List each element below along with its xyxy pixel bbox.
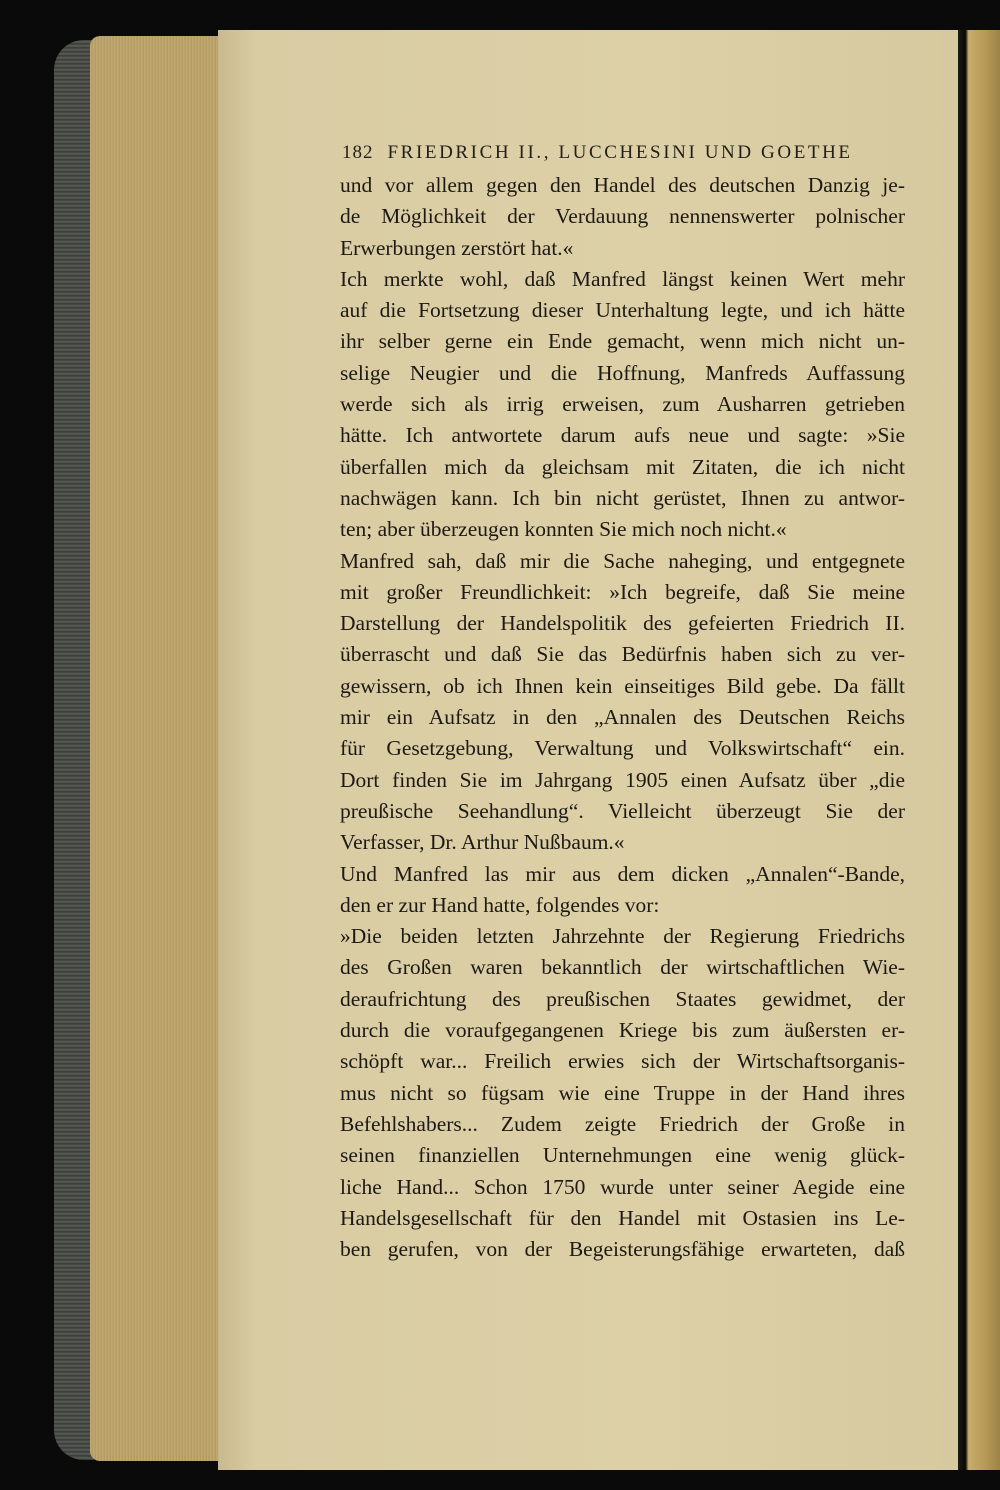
book-spine: [54, 40, 94, 1460]
text-line: Handelsgesellschaft für den Handel mit Ostasien ins Le-: [340, 1205, 905, 1230]
text-line: Und Manfred las mir aus dem dicken „Annalen“-Bande,: [340, 861, 905, 886]
body-text: [340, 170, 905, 1265]
text-line: durch die voraufgegangenen Kriege bis zum äußersten er-: [340, 1018, 905, 1043]
text-line: Befehlshabers... Zudem zeigte Friedrich der Große in: [340, 1111, 905, 1136]
text-line: Erwerbungen zerstört hat.«: [340, 235, 574, 260]
text-line: und vor allem gegen den Handel des deutschen Danzig je-: [340, 173, 905, 197]
text-line: Manfred sah, daß mir die Sache naheging, und entgegnete: [340, 548, 905, 573]
text-line: mit großer Freundlichkeit: »Ich begreife, daß Sie meine: [340, 579, 905, 604]
text-line: hätte. Ich antwortete darum aufs neue und sagte: »Sie: [340, 423, 905, 448]
text-line: ten; aber überzeugen konnten Sie mich noch nicht.«: [340, 517, 787, 542]
text-line: auf die Fortsetzung dieser Unterhaltung legte, und ich hätte: [340, 298, 905, 323]
text-line: den er zur Hand hatte, folgendes vor:: [340, 892, 660, 917]
text-line: ihr selber gerne ein Ende gemacht, wenn mich nicht un-: [340, 329, 905, 354]
text-line: schöpft war... Freilich erwies sich der Wirtschaftsorganis-: [340, 1049, 905, 1074]
text-line: gewissern, ob ich Ihnen kein einseitiges Bild gebe. Da fällt: [340, 673, 905, 698]
text-line: ben gerufen, von der Begeisterungsfähige erwarteten, daß: [340, 1237, 905, 1262]
text-line: mir ein Aufsatz in den „Annalen des Deutschen Reichs: [340, 705, 905, 730]
text-line: für Gesetzgebung, Verwaltung und Volkswirtschaft“ ein.: [340, 736, 905, 761]
text-line: preußische Seehandlung“. Vielleicht überzeugt Sie der: [340, 798, 905, 823]
text-line: Ich merkte wohl, daß Manfred längst keinen Wert mehr: [340, 266, 905, 291]
text-line: »Die beiden letzten Jahrzehnte der Regierung Friedrichs: [340, 924, 905, 949]
text-line: liche Hand... Schon 1750 wurde unter seiner Aegide eine: [340, 1174, 905, 1199]
text-line: de Möglichkeit der Verdauung nennenswerter polnischer: [340, 204, 905, 229]
next-page-edge: [958, 30, 1000, 1470]
text-line: Verfasser, Dr. Arthur Nußbaum.«: [340, 830, 625, 855]
text-line: mus nicht so fügsam wie eine Truppe in der Hand ihres: [340, 1080, 905, 1105]
text-line: überfallen mich da gleichsam mit Zitaten, die ich nicht: [340, 454, 905, 479]
text-line: des Großen waren bekanntlich der wirtschaftlichen Wie-: [340, 955, 905, 980]
text-line: deraufrichtung des preußischen Staates gewidmet, der: [340, 986, 905, 1011]
text-line: Darstellung der Handelspolitik des gefeierten Friedrich II.: [340, 611, 905, 636]
text-line: selige Neugier und die Hoffnung, Manfreds Auffassung: [340, 360, 905, 385]
running-head: [342, 142, 882, 164]
page-edges: [90, 36, 220, 1461]
text-line: überrascht und daß Sie das Bedürfnis haben sich zu ver-: [340, 642, 905, 667]
page-number: 182: [342, 142, 374, 163]
text-line: seinen finanziellen Unternehmungen eine wenig glück-: [340, 1143, 905, 1168]
text-line: werde sich als irrig erweisen, zum Ausharren getrieben: [340, 392, 905, 417]
running-title: FRIEDRICH II., LUCCHESINI UND GOETHE: [387, 142, 853, 163]
text-line: Dort finden Sie im Jahrgang 1905 einen Aufsatz über „die: [340, 767, 905, 792]
text-line: nachwägen kann. Ich bin nicht gerüstet, Ihnen zu antwor-: [340, 485, 905, 510]
